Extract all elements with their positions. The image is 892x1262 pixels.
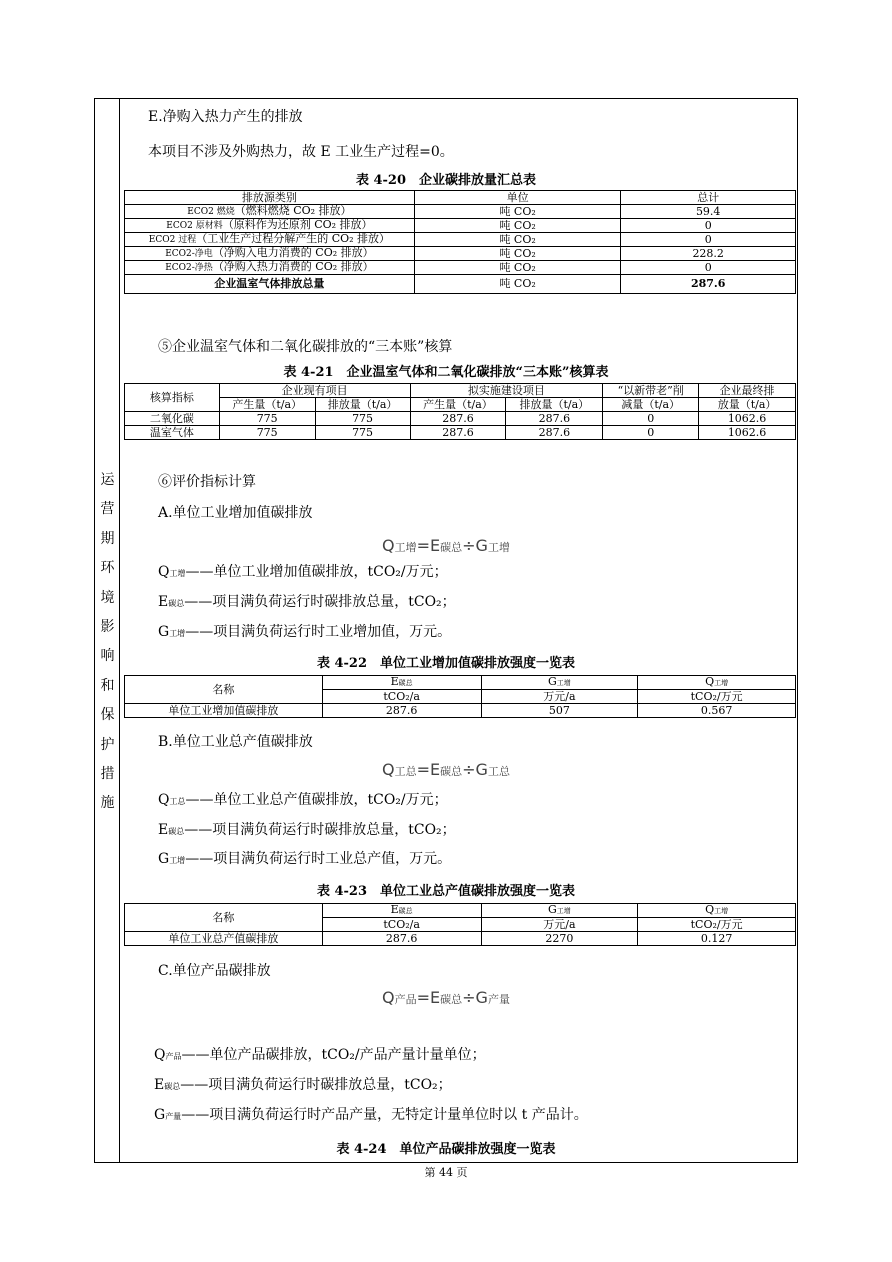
table-row — [125, 205, 796, 219]
header-emit: 排放量（t/a） — [506, 398, 603, 412]
table-row — [125, 247, 796, 261]
cell: 287.6 — [410, 412, 506, 426]
cell: 0 — [603, 412, 699, 426]
header-reduce: “以新带老”削 — [603, 384, 699, 398]
header-cell: 总计 — [621, 191, 796, 205]
side-char: 期 — [100, 530, 115, 547]
unit-cell: tCO₂/a — [322, 690, 481, 704]
cell: 287.6 — [322, 704, 481, 718]
unit-cell: 万元/a — [481, 690, 638, 704]
formula-symbol: =E — [416, 760, 441, 779]
source-symbol: ECO2-净电 — [165, 249, 213, 259]
section-e-text: 本项目不涉及外购热力，故 E 工业生产过程=0。 — [148, 144, 454, 160]
header-final-unit: 放量（t/a） — [699, 398, 796, 412]
table-4-24-caption: 表 4-24 单位产品碳排放强度一览表 — [336, 1142, 556, 1157]
cell: 单位工业增加值碳排放 — [125, 704, 323, 718]
formula-a — [0, 535, 892, 559]
unit-cell: tCO₂/万元 — [638, 918, 796, 932]
header-produce: 产生量（t/a） — [410, 398, 506, 412]
source-cell — [125, 205, 415, 219]
cell: 1062.6 — [699, 412, 796, 426]
formula-sub: 产量 — [487, 993, 510, 1006]
formula-sub: 工增 — [487, 541, 510, 554]
formula-b — [0, 759, 892, 783]
table-row — [125, 932, 796, 946]
source-cell — [125, 219, 415, 233]
table-4-23 — [124, 903, 796, 946]
formula-sub: 产品 — [394, 993, 417, 1006]
cell: 287.6 — [506, 412, 603, 426]
table-row — [125, 676, 796, 690]
source-desc: （燃料燃烧 CO₂ 排放） — [234, 204, 352, 217]
source-desc: （净购入热力消费的 CO₂ 排放） — [212, 260, 374, 273]
table-row — [125, 219, 796, 233]
cell: 单位工业总产值碳排放 — [125, 932, 323, 946]
header-cell: E碳总 — [322, 676, 481, 690]
side-char: 影 — [100, 619, 115, 636]
table-4-20 — [124, 190, 796, 294]
table-row — [125, 398, 796, 412]
source-symbol: ECO2 原材料 — [166, 221, 223, 231]
formula-sub: 碳总 — [440, 541, 463, 554]
formula-symbol: Q — [382, 760, 395, 779]
unit-cell: 吨 CO₂ — [414, 247, 621, 261]
def-line: G产量——项目满负荷运行时产品产量，无特定计量单位时以 t 产品计。 — [154, 1107, 588, 1123]
side-char: 保 — [100, 707, 115, 724]
header-emit: 排放量（t/a） — [315, 398, 410, 412]
cell: 温室气体 — [125, 426, 220, 440]
unit-cell: 吨 CO₂ — [414, 205, 621, 219]
unit-cell: 吨 CO₂ — [414, 233, 621, 247]
unit-cell: tCO₂/a — [322, 918, 481, 932]
value-cell: 0 — [621, 233, 796, 247]
side-char: 和 — [100, 677, 115, 694]
table-row — [125, 904, 796, 918]
source-desc: （原料作为还原剂 CO₂ 排放） — [222, 218, 373, 231]
cell: 0.567 — [638, 704, 796, 718]
formula-sub: 工总 — [487, 765, 510, 778]
cell: 775 — [315, 412, 410, 426]
section-a-title: A.单位工业增加值碳排放 — [158, 505, 313, 521]
unit-cell: 吨 CO₂ — [414, 261, 621, 275]
unit-cell: 万元/a — [481, 918, 638, 932]
def-line: Q产品——单位产品碳排放，tCO₂/产品产量计量单位； — [154, 1047, 486, 1063]
formula-symbol: Q — [382, 536, 395, 555]
def-line: Q工总——单位工业总产值碳排放，tCO₂/万元； — [158, 792, 448, 808]
source-desc: （工业生产过程分解产生的 CO₂ 排放） — [196, 232, 391, 245]
def-line: G工增——项目满负荷运行时工业总产值，万元。 — [158, 851, 452, 867]
header-produce: 产生量（t/a） — [219, 398, 315, 412]
table-row — [125, 426, 796, 440]
header-cell: 排放源类别 — [125, 191, 415, 205]
section-e-title: E.净购入热力产生的排放 — [148, 109, 303, 125]
table-row — [125, 233, 796, 247]
formula-symbol: ÷G — [462, 536, 488, 555]
header-cell: Q工增 — [638, 904, 796, 918]
formula-sub: 工增 — [394, 541, 417, 554]
header-cell: G工增 — [481, 904, 638, 918]
table-row — [125, 384, 796, 398]
side-char: 营 — [100, 501, 115, 518]
formula-symbol: =E — [416, 536, 441, 555]
header-proposed: 拟实施建设项目 — [410, 384, 603, 398]
table-4-22 — [124, 675, 796, 718]
source-desc: （净购入电力消费的 CO₂ 排放） — [212, 246, 374, 259]
header-name: 名称 — [125, 676, 323, 704]
table-row — [125, 412, 796, 426]
section-6-title: ⑥评价指标计算 — [158, 474, 256, 490]
header-existing: 企业现有项目 — [219, 384, 410, 398]
header-final: 企业最终排 — [699, 384, 796, 398]
unit-cell: 吨 CO₂ — [414, 219, 621, 233]
cell: 0.127 — [638, 932, 796, 946]
header-cell: E碳总 — [322, 904, 481, 918]
cell: 1062.6 — [699, 426, 796, 440]
side-char: 施 — [100, 795, 115, 812]
table-row — [125, 704, 796, 718]
page-number: 第 44 页 — [424, 1166, 468, 1179]
source-cell — [125, 233, 415, 247]
cell: 775 — [219, 412, 315, 426]
formula-symbol: ÷G — [462, 988, 488, 1007]
side-char: 环 — [100, 560, 115, 577]
side-char: 响 — [100, 648, 115, 665]
formula-sub: 工总 — [394, 765, 417, 778]
unit-cell: tCO₂/万元 — [638, 690, 796, 704]
def-line: E碳总——项目满负荷运行时碳排放总量，tCO₂； — [158, 822, 456, 838]
formula-symbol: ÷G — [462, 760, 488, 779]
formula-sub: 碳总 — [440, 993, 463, 1006]
side-char: 境 — [100, 589, 115, 606]
table-4-23-caption: 表 4-23 单位工业总产值碳排放强度一览表 — [316, 884, 576, 899]
source-symbol: ECO2 过程 — [148, 235, 197, 245]
section-c-title: C.单位产品碳排放 — [158, 963, 271, 979]
side-char: 护 — [100, 736, 115, 753]
value-cell: 228.2 — [621, 247, 796, 261]
cell: 507 — [481, 704, 638, 718]
header-cell: 单位 — [414, 191, 621, 205]
formula-symbol: Q — [382, 988, 395, 1007]
def-line: E碳总——项目满负荷运行时碳排放总量，tCO₂； — [154, 1077, 452, 1093]
source-cell — [125, 247, 415, 261]
value-cell: 0 — [621, 261, 796, 275]
source-symbol: ECO2-净热 — [165, 263, 213, 273]
formula-c — [0, 987, 892, 1011]
section-b-title: B.单位工业总产值碳排放 — [158, 734, 313, 750]
cell: 二氧化碳 — [125, 412, 220, 426]
cell: 775 — [219, 426, 315, 440]
table-4-20-caption: 表 4-20 企业碳排放量汇总表 — [355, 173, 537, 188]
total-value: 287.6 — [621, 275, 796, 294]
value-cell: 0 — [621, 219, 796, 233]
table-row — [125, 261, 796, 275]
def-line: Q工增——单位工业增加值碳排放，tCO₂/万元； — [158, 564, 448, 580]
header-name: 名称 — [125, 904, 323, 932]
table-row-total — [125, 275, 796, 294]
header-cell: G工增 — [481, 676, 638, 690]
header-reduce-unit: 减量（t/a） — [603, 398, 699, 412]
table-row — [125, 191, 796, 205]
source-symbol: ECO2 燃烧 — [187, 207, 235, 217]
formula-sub: 碳总 — [440, 765, 463, 778]
cell: 0 — [603, 426, 699, 440]
side-char: 运 — [100, 472, 115, 488]
table-4-21-caption: 表 4-21 企业温室气体和二氧化碳排放“三本账”核算表 — [283, 365, 609, 380]
cell: 287.6 — [506, 426, 603, 440]
source-cell — [125, 261, 415, 275]
header-index: 核算指标 — [125, 384, 220, 412]
def-line: E碳总——项目满负荷运行时碳排放总量，tCO₂； — [158, 594, 456, 610]
header-cell: Q工增 — [638, 676, 796, 690]
section-5-title: ⑤企业温室气体和二氧化碳排放的“三本账”核算 — [158, 339, 453, 355]
formula-symbol: =E — [416, 988, 441, 1007]
def-line: G工增——项目满负荷运行时工业增加值，万元。 — [158, 624, 452, 640]
cell: 2270 — [481, 932, 638, 946]
table-4-22-caption: 表 4-22 单位工业增加值碳排放强度一览表 — [316, 656, 576, 671]
cell: 287.6 — [322, 932, 481, 946]
side-char: 措 — [100, 766, 115, 783]
table-4-21 — [124, 383, 796, 440]
total-unit: 吨 CO₂ — [414, 275, 621, 294]
total-label: 企业温室气体排放总量 — [125, 275, 415, 294]
cell: 775 — [315, 426, 410, 440]
cell: 287.6 — [410, 426, 506, 440]
value-cell: 59.4 — [621, 205, 796, 219]
